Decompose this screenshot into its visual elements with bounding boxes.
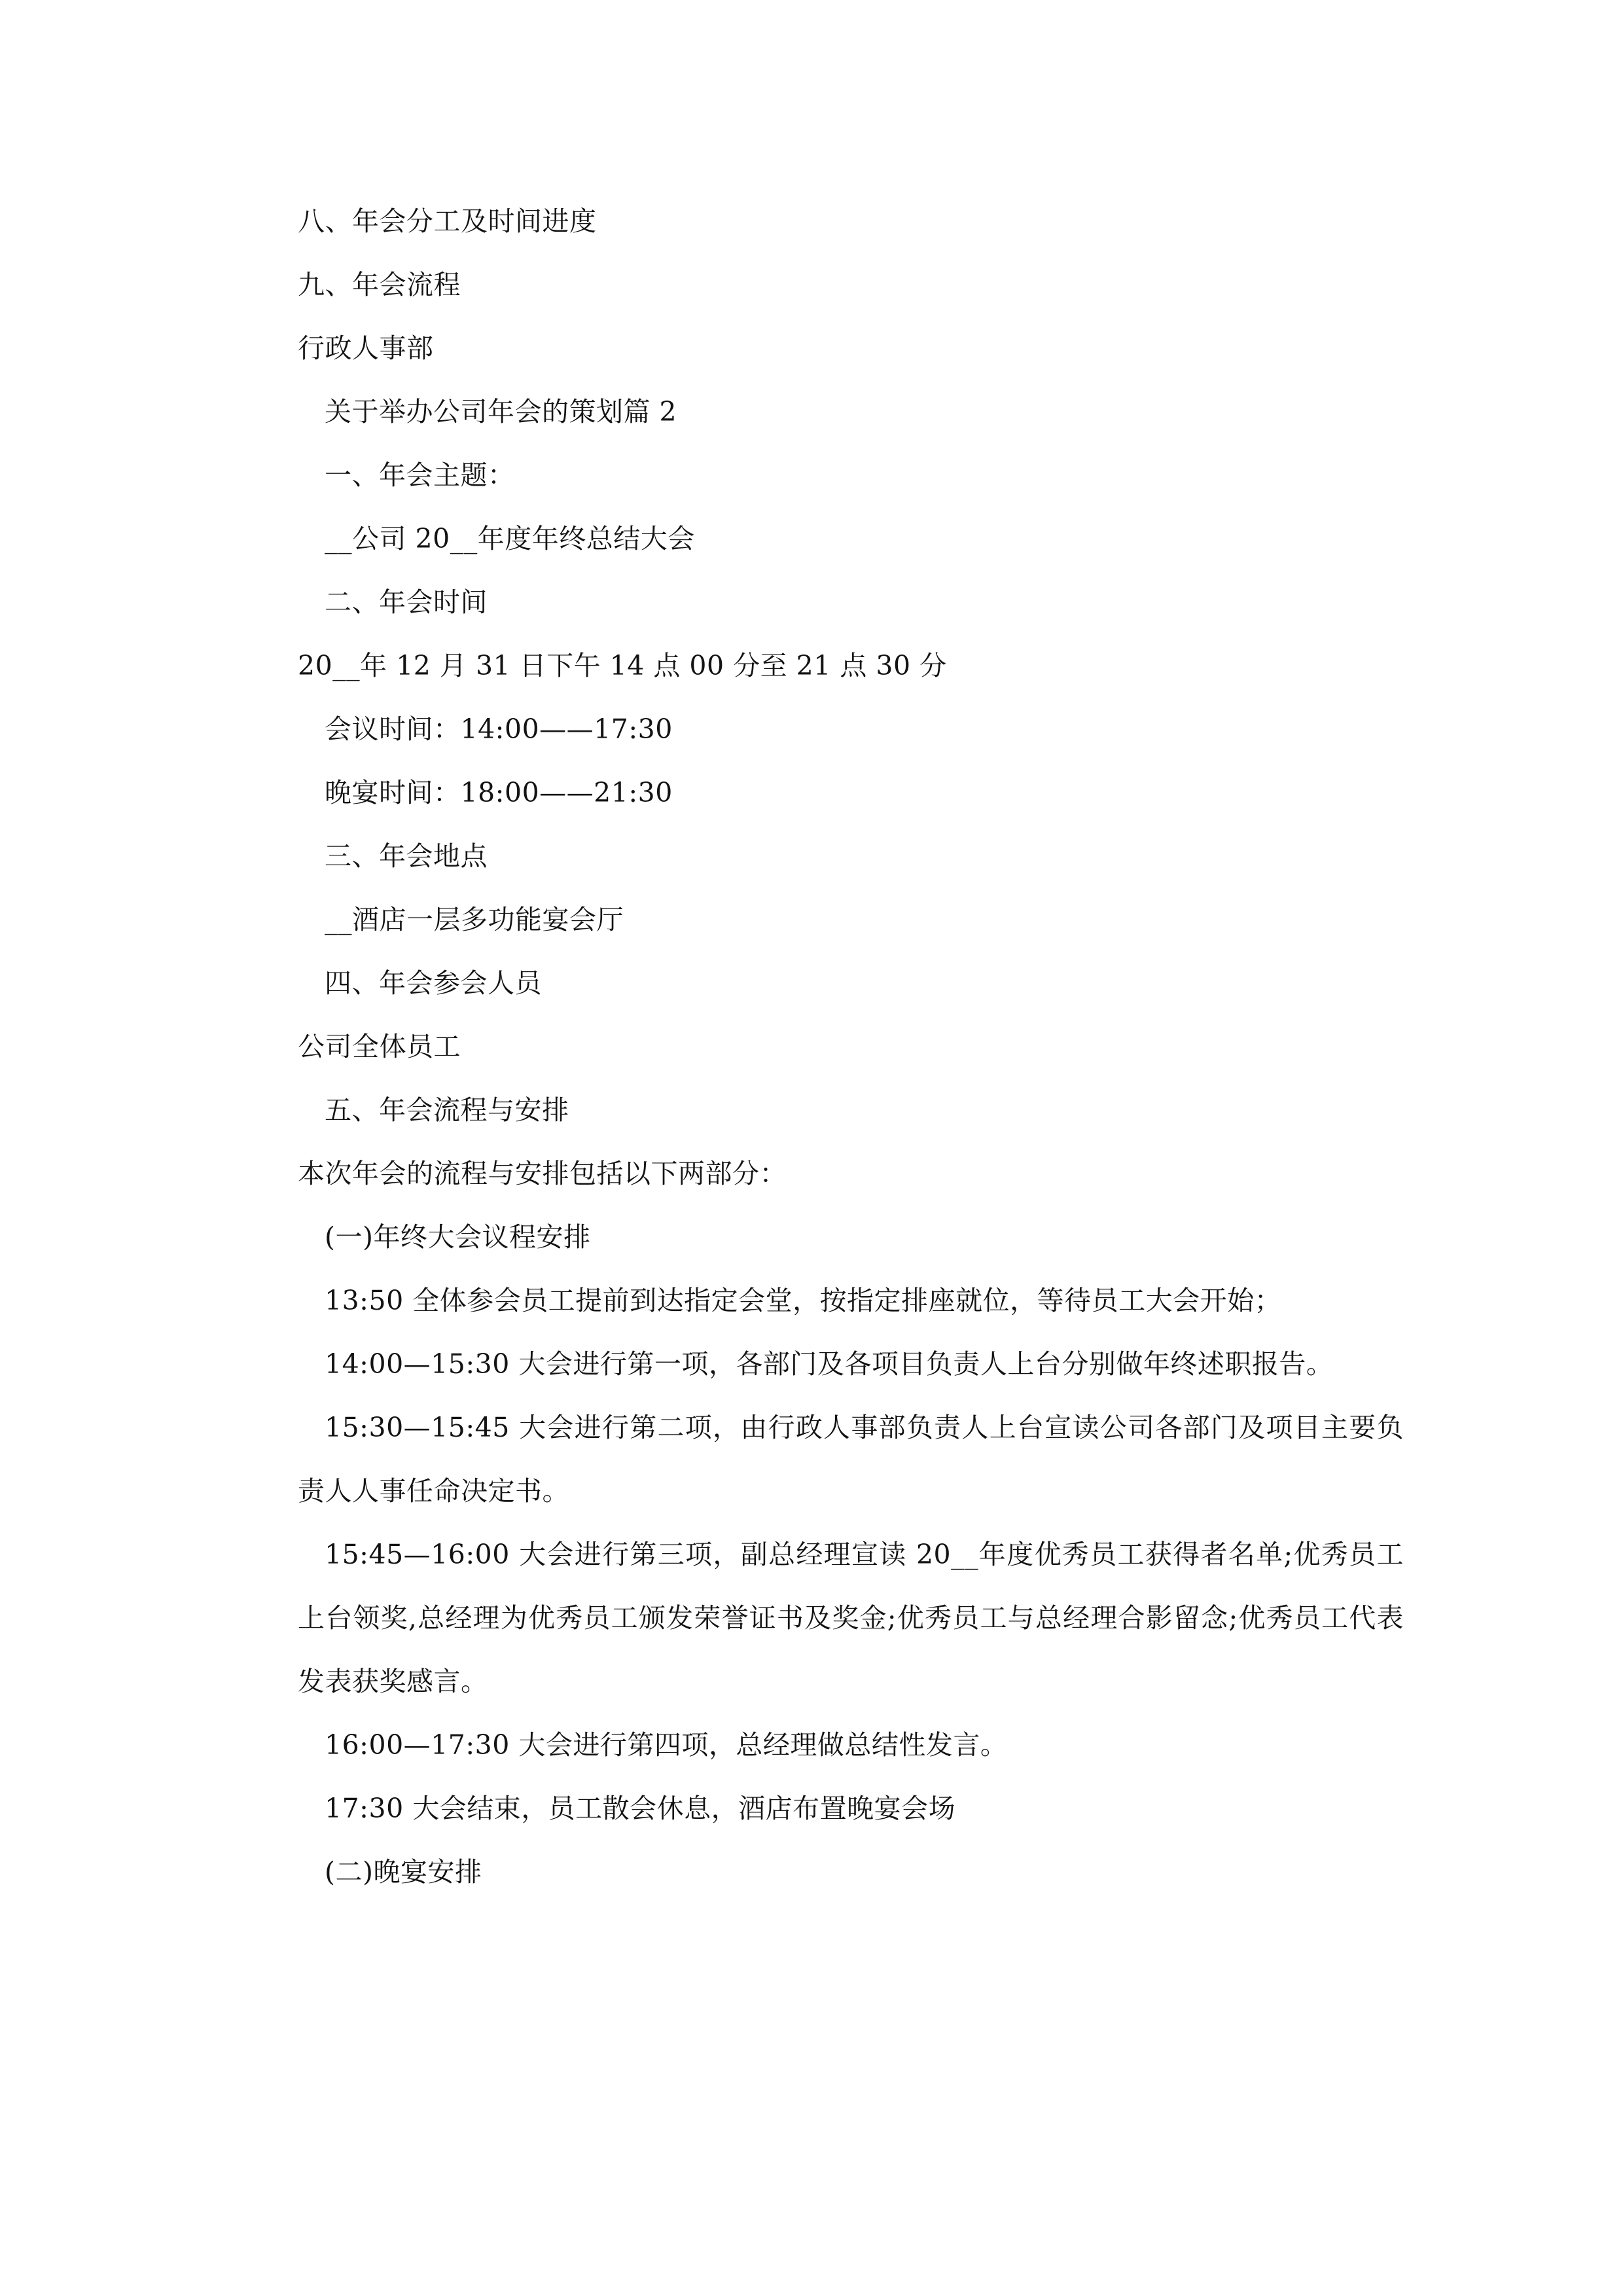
document-paragraph: (二)晚宴安排 <box>325 1856 482 1888</box>
document-paragraph: (一)年终大会议程安排 <box>325 1221 591 1253</box>
document-paragraph: 公司全体员工 <box>298 1031 461 1062</box>
document-paragraph: 会议时间：14:00——17:30 <box>325 713 673 745</box>
document-paragraph: __公司 20__年度年终总结大会 <box>325 523 695 554</box>
document-paragraph: 15:30—15:45 大会进行第二项，由行政人事部负责人上台宣读公司各部门及项目主要负责人人事任命决定书。 <box>298 1412 1404 1507</box>
document-body <box>298 190 1404 1904</box>
document-paragraph: 一、年会主题： <box>325 459 515 491</box>
document-paragraph: 晚宴时间：18:00——21:30 <box>325 777 673 808</box>
document-paragraph: 13:50 全体参会员工提前到达指定会堂，按指定排座就位，等待员工大会开始； <box>325 1285 1282 1316</box>
document-paragraph: 行政人事部 <box>298 332 434 364</box>
document-paragraph: 17:30 大会结束，员工散会休息，酒店布置晚宴会场 <box>325 1793 956 1824</box>
document-paragraph: 四、年会参会人员 <box>325 967 542 999</box>
document-paragraph: __酒店一层多功能宴会厅 <box>325 904 624 935</box>
document-paragraph: 三、年会地点 <box>325 840 488 872</box>
document-paragraph: 本次年会的流程与安排包括以下两部分： <box>298 1158 787 1189</box>
document-paragraph: 九、年会流程 <box>298 269 461 300</box>
document-paragraph: 关于举办公司年会的策划篇 2 <box>325 396 677 427</box>
document-paragraph: 20__年 12 月 31 日下午 14 点 00 分至 21 点 30 分 <box>298 650 947 681</box>
document-paragraph: 八、年会分工及时间进度 <box>298 206 597 237</box>
document-paragraph: 16:00—17:30 大会进行第四项，总经理做总结性发言。 <box>325 1729 1008 1761</box>
document-paragraph: 15:45—16:00 大会进行第三项，副总经理宣读 20__年度优秀员工获得者名单;优秀员工上台领奖,总经理为优秀员工颁发荣誉证书及奖金;优秀员工与总经理合影留念;优秀员工代表发表获奖感言。 <box>298 1539 1404 1697</box>
document-paragraph: 五、年会流程与安排 <box>325 1094 569 1126</box>
document-paragraph: 14:00—15:30 大会进行第一项，各部门及各项目负责人上台分别做年终述职报告。 <box>325 1348 1334 1380</box>
document-paragraph: 二、年会时间 <box>325 586 488 618</box>
